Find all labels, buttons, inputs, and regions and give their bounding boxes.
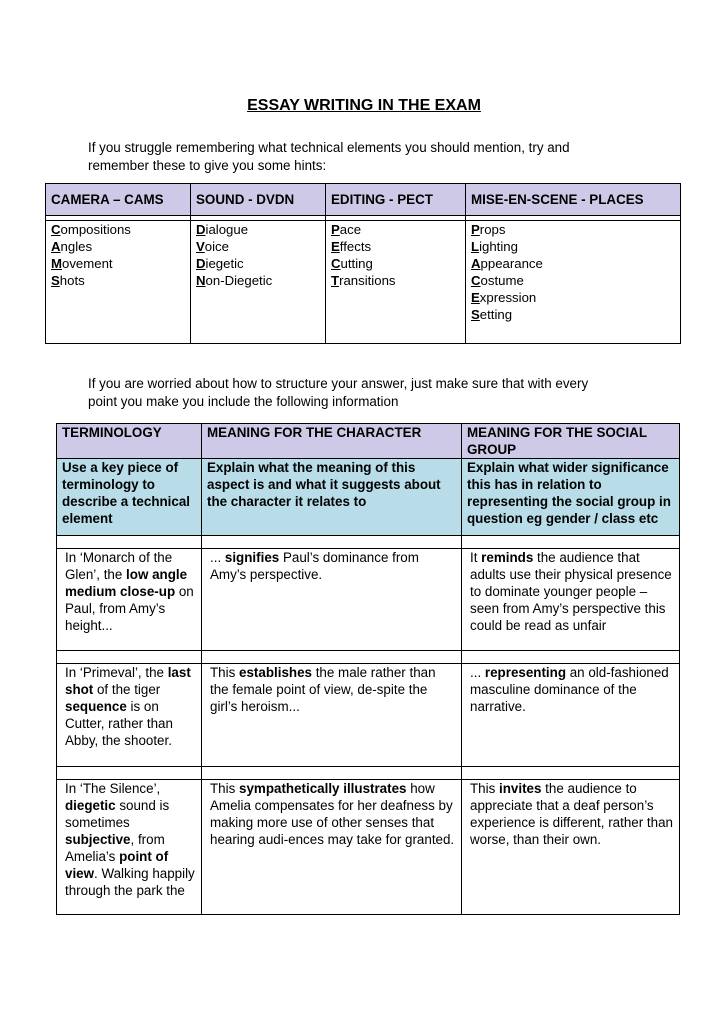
element-item [331, 255, 460, 272]
element-item [51, 255, 185, 272]
element-initial: E [331, 239, 340, 254]
element-initial: D [196, 256, 206, 271]
example-character-cell [202, 664, 462, 767]
intro-2-line-2: point you make you include the following information [88, 394, 399, 409]
element-initial: T [331, 273, 340, 288]
example-text: on Paul, from Amy’s height... [65, 584, 194, 633]
table1-body-row [46, 221, 681, 344]
example-text: how Amelia compensates for her deafness by making more use of other senses that hearing audi-ences may take for granted. [210, 781, 455, 847]
element-item [471, 289, 675, 306]
example-text: In ‘Monarch of the Glen’, the [65, 550, 173, 582]
example-text: the audience to appreciate that a deaf person’s experience is different, rather than worse, than their own. [470, 781, 673, 847]
example-text: This [210, 665, 240, 680]
table2-example-row [57, 780, 680, 915]
element-rest: ace [339, 222, 362, 237]
element-item [471, 238, 675, 255]
element-item [196, 255, 320, 272]
table1-column-mise-en-scene [466, 221, 681, 344]
element-initial: S [471, 307, 480, 322]
element-initial: C [331, 256, 341, 271]
element-item [196, 238, 320, 255]
example-text: This [210, 781, 240, 796]
element-rest: ovement [62, 256, 113, 271]
element-rest: ffects [339, 239, 372, 254]
element-initial: A [471, 256, 481, 271]
element-rest: ppearance [480, 256, 543, 271]
element-initial: E [471, 290, 480, 305]
table2-header-cell: TERMINOLOGY [57, 424, 202, 459]
table1-column-cameras [46, 221, 191, 344]
intro-2-line-1: If you are worried about how to structure your answer, just make sure that with every [88, 376, 589, 391]
key-term: point of view [65, 849, 169, 881]
element-item [331, 221, 460, 238]
example-character-cell [202, 549, 462, 651]
table1-header-cell: CAMERA – CAMS [46, 184, 191, 216]
table2-description-cell: Explain what the meaning of this aspect is and what it suggests about the character it relates to [202, 459, 462, 536]
page-title [0, 97, 728, 115]
element-item [51, 272, 185, 289]
element-item [196, 221, 320, 238]
example-character-cell [202, 780, 462, 915]
element-item [471, 221, 675, 238]
example-text: . Walking happily through the park the [65, 866, 195, 898]
key-term: invites [499, 781, 542, 796]
element-rest: rops [479, 222, 506, 237]
element-rest: ompositions [60, 222, 131, 237]
intro-1-line-1: If you struggle remembering what technical elements you should mention, try and [88, 140, 570, 155]
element-rest: ngles [60, 239, 93, 254]
element-rest: ialogue [205, 222, 249, 237]
table1-header-cell: EDITING - PECT [326, 184, 466, 216]
element-item [331, 272, 460, 289]
key-term: sympathetically illustrates [239, 781, 407, 796]
element-rest: utting [340, 256, 373, 271]
key-term: sequence [65, 699, 127, 714]
table1-header-cell: MISE-EN-SCENE - PLACES [466, 184, 681, 216]
key-term: diegetic [65, 798, 116, 813]
table2-description-row [57, 459, 680, 536]
element-initial: A [51, 239, 61, 254]
element-initial: P [331, 222, 340, 237]
element-initial: M [51, 256, 62, 271]
example-terminology-cell [57, 780, 202, 915]
element-initial: P [471, 222, 480, 237]
example-terminology-cell [57, 549, 202, 651]
element-item [51, 221, 185, 238]
example-text: In ‘Primeval’, the [65, 665, 168, 680]
intro-paragraph-1 [88, 139, 688, 175]
table1-header-cell: SOUND - DVDN [191, 184, 326, 216]
intro-1-line-2: remember these to give you some hints: [88, 158, 327, 173]
element-item [471, 255, 675, 272]
table2-header-row [57, 424, 680, 459]
intro-paragraph-2 [88, 375, 688, 411]
table2-example-row [57, 664, 680, 767]
example-text: Paul’s dominance from Amy’s perspective. [210, 550, 419, 582]
key-term: representing [484, 665, 566, 680]
example-text: In ‘The Silence’, [65, 781, 161, 796]
key-term: subjective [65, 832, 131, 847]
table2-header-cell: MEANING FOR THE SOCIAL GROUP [462, 424, 680, 459]
element-rest: ighting [479, 239, 518, 254]
element-initial: S [51, 273, 60, 288]
example-text: the male rather than the female point of view, de-spite the girl’s heroism... [210, 665, 436, 714]
example-text: It [470, 550, 482, 565]
element-item [471, 272, 675, 289]
element-rest: oice [204, 239, 229, 254]
page-title-text: ESSAY WRITING IN THE EXAM [247, 97, 481, 114]
element-initial: L [471, 239, 480, 254]
element-rest: ransitions [339, 273, 396, 288]
example-text: is on Cutter, rather than Abby, the shooter. [65, 699, 173, 748]
example-social-group-cell [462, 664, 680, 767]
example-text: the audience that adults use their physical presence to dominate younger people – seen from Amy’s perspective this could be read as unfair [470, 550, 672, 633]
example-text: of the tiger [93, 682, 161, 697]
example-text: , from Amelia’s [65, 832, 165, 864]
table2-header-cell: MEANING FOR THE CHARACTER [202, 424, 462, 459]
technical-elements-table [45, 183, 681, 344]
key-term: last shot [65, 665, 191, 697]
element-item [471, 306, 675, 323]
element-initial: N [196, 273, 206, 288]
element-item [51, 238, 185, 255]
element-rest: hots [59, 273, 85, 288]
table2-description-cell: Use a key piece of terminology to describe a technical element [57, 459, 202, 536]
example-text: sound is sometimes [65, 798, 170, 830]
element-initial: C [471, 273, 481, 288]
element-item [196, 272, 320, 289]
example-social-group-cell [462, 549, 680, 651]
element-initial: V [196, 239, 205, 254]
element-rest: iegetic [205, 256, 244, 271]
table2-example-row [57, 549, 680, 651]
element-rest: xpression [479, 290, 537, 305]
element-initial: C [51, 222, 61, 237]
example-social-group-cell [462, 780, 680, 915]
example-text: This [470, 781, 500, 796]
example-text: ... [210, 550, 225, 565]
table1-header-row [46, 184, 681, 216]
table1-column-editing [326, 221, 466, 344]
table2-description-cell: Explain what wider significance this has in relation to representing the social group in question eg gender / class etc [462, 459, 680, 536]
answer-structure-table [56, 423, 680, 915]
element-rest: etting [479, 307, 513, 322]
example-terminology-cell [57, 664, 202, 767]
element-rest: ostume [480, 273, 524, 288]
key-term: reminds [481, 550, 534, 565]
element-item [331, 238, 460, 255]
example-text: an old-fashioned masculine dominance of the narrative. [470, 665, 669, 714]
key-term: low angle medium close-up [65, 567, 188, 599]
element-initial: D [196, 222, 206, 237]
key-term: signifies [224, 550, 280, 565]
example-text: ... [470, 665, 485, 680]
table1-column-sound [191, 221, 326, 344]
key-term: establishes [239, 665, 312, 680]
element-rest: on-Diegetic [205, 273, 273, 288]
